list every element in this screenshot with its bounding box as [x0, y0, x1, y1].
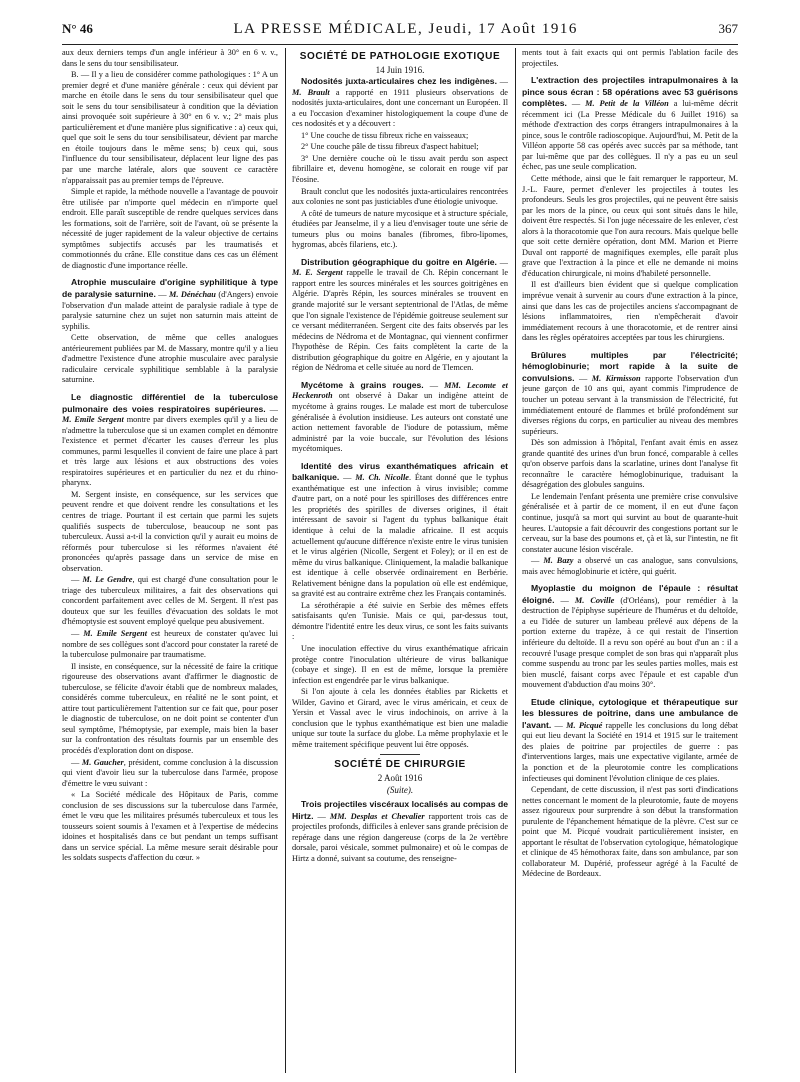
author: M. E. Sergent — [292, 268, 343, 278]
section-date: 2 Août 1916 — [377, 773, 423, 783]
paragraph: B. — Il y a lieu de considérer comme pathologiques : 1° A un premier degré et d'une manière générale : ceux qui dévient par marche en étoile dans le sens du tour sensibilisateur quel que soit le sens du tour sensibilisateur à condition que la déviation ainsi provoquée soit supérieure à 30° en 6 v. v.; 2° mais plus particulièrement et d'une manière plus significative : a) ceux qui, quel que soit le sens du tour sensibilisateur, dévient par marche en étoile toujours dans le même sens; b) ceux qui, sous l'influence du tour sensibilisateur, déplacent leur ligne des pas par une marche latérale, alors que souvent ce caractère n'apparaissait pas au premier temps de l'épreuve. — [62, 70, 278, 185]
article-text: rappelle le travail de Ch. Répin concernant le rapport entre les sources minérales et les sources goitrigènes en Algérie. D'après Répin, les sources minérales se trouvent en grande majorité sur le versant septentrional de l'Atlas, de même que l'on signale l'existence de l'épidémie goitreuse seulement sur ce versant méditerranéen. Sergent cite des faits observés par les médecins de Nédroma et de Montagnac, qui viennent confirmer l'hypothèse de Répin. Ces faits complètent la carte de la distribution géographique du goitre en Algérie, en y ajoutant la région de Nédroma et celle située au nord de Tlemcen. — [292, 268, 508, 373]
article-text: a rapporté en 1911 plusieurs observations de nodosités juxta-articulaires, dont une concernant un Européen. Il a eu l'occasion d'examiner histologiquement la coupe d'une de ces nodosités et y a découvert : — [292, 87, 508, 129]
section-subtitle: (Suite). — [386, 784, 414, 795]
author: M. Ch. Nicolle — [355, 473, 409, 483]
author: M. Kirmisson — [591, 373, 641, 383]
list-item: 1° Une couche de tissu fibreux riche en vaisseaux; — [301, 130, 469, 140]
column-middle — [292, 48, 508, 1073]
article: Nodosités juxta-articulaires chez les indigènes. — M. Brault a rapporté en 1911 plusieurs observations de nodosités juxta-articulaires, dont une concernant un Européen. Il a eu l'occasion d'examiner histologiquement la coupe d'une de ces nodosités et y a découvert : — [292, 76, 508, 129]
article-title: Trois projectiles viscéraux localisés au compas de Hirtz. — [292, 799, 508, 821]
article: Trois projectiles viscéraux localisés au compas de Hirtz. — MM. Desplas et Chevalier rapportent trois cas de projectiles profonds, difficiles à enlever sans grande précision de repérage dans une région dangereuse (corps de la 2e vertèbre dorsale, paroi vésicale, sommet pulmonaire) et où le compas de Hirtz a donné, suivant sa coutume, des renseigne- — [292, 799, 508, 863]
article-title: L'extraction des projectiles intrapulmonaires à la pince sous écran : 58 opérations avec 53 guérisons complètes. — [522, 75, 738, 109]
paragraph: M. Sergent insiste, en conséquence, sur les services que peuvent rendre et que doivent rendre les consultations et les centres de triage. Pourtant il est certain que parmi les sujets qualifiés suspects de tuberculose, beaucoup ne sont pas tuberculeux. Aussi a-t-il la conviction qu'il y aurait eu moins de réformés pour tuberculose si les réformes n'avaient été prononcées qu'après passage dans un service de mise en observation. — [62, 489, 278, 573]
author: MM. Desplas et Chevalier — [329, 811, 425, 821]
author: M. Emile Sergent — [62, 415, 124, 425]
paragraph: Si l'on ajoute à cela les données établies par Ricketts et Wilder, Gavino et Girard, avec le virus américain, et ceux de Yersin et Vassal avec le virus indochinois, on arrive à la conclusion que le typhus exanthématique est bien une maladie unique sur toute la surface du globe. La même prophylaxie et le même traitement spécifique peuvent lui être opposés. — [292, 687, 508, 749]
paragraph: Brault conclut que les nodosités juxta-articulaires rencontrées aux colonies ne sont pas justiciables d'une étiologie univoque. — [292, 186, 508, 207]
article: — M. Le Gendre, qui est chargé d'une consultation pour le triage des tuberculeux militaires, a fait des observations qui concordent parfaitement avec celles de M. Sergent. Il n'est pas douteux que sur les feuilles d'évacuation des soldats le mot d'hémoptysie est souvent employé quelque peu abusivement. — [62, 575, 278, 627]
article: Etude clinique, cytologique et thérapeutique sur les blessures de poitrine, dans une ambulance de l'avant. — M. Picqué rappelle les conclusions du long débat qui eut lieu devant la Société en 1914 et 1915 sur le traitement des plaies de poitrine par projectiles de guerre : pas d'interventions larges, mais une expectative vigilante, armée de la ponction et de la pleurotomie contre les complications infectieuses qui dominent l'évolution clinique de ces plaies. — [522, 696, 738, 783]
section-title: SOCIÉTÉ DE PATHOLOGIE EXOTIQUE — [299, 51, 501, 62]
article-text: est heureux de constater qu'avec lui nombre de ses collègues sont d'accord pour constater la rareté de la tuberculose pulmonaire par traumatisme. — [62, 628, 278, 660]
article: Mycétome à grains rouges. — MM. Lecomte et Heckenroth ont observé à Dakar un indigène atteint de mycétome à grains rouges. Le malade est mort de tuberculose généralisée à évolution insidieuse. Les auteurs ont constaté une action nettement favorable de l'iodure de potassium, même administré par la voie buccale, sur l'évolution des lésions mycétomiques. — [292, 379, 508, 454]
page-number: 367 — [718, 21, 738, 36]
author: M. Picqué — [566, 720, 603, 730]
article: L'extraction des projectiles intrapulmonaires à la pince sous écran : 58 opérations avec 53 guérisons complètes. — M. Petit de la Villéon a lui-même décrit récemment ici (La Presse Médicale du 6 Juillet 1916) sa méthode d'extraction des corps étrangers intrapulmonaires à la pince, sous le contrôle radioscopique. Aujourd'hui, M. Petit de la Villéon apporte 58 cas opérés avec succès par sa méthode, tant par lui-même que par des collègues. Il n'y a pas eu un seul échec, pas une seule complication. — [522, 75, 738, 172]
author: M. Le Gendre — [82, 575, 133, 585]
article-text: a observé un cas analogue, sans convulsions, mais avec hémoglobinurie et ictère, qui guérit. — [522, 556, 738, 576]
article-text: , président, comme conclusion à la discussion qui vient d'avoir lieu sur la tuberculose dans l'armée, propose d'émettre le vœu suivant : — [62, 757, 278, 788]
article-text: (d'Angers) envoie l'observation d'un malade atteint de paralysie radiale à type de paralysie saturnine chez un sujet non saturnin mais atteint de syphilis. — [62, 290, 278, 331]
paragraph: Cette observation, de même que celles analogues antérieurement publiées par M. de Massary, montre qu'il y a lieu d'admettre l'existence d'une atrophie musculaire avec paralysie radiculaire cervicale syphilitique semblable à la paralysie saturnine. — [62, 333, 278, 385]
article-text: a lui-même décrit récemment ici (La Presse Médicale du 6 Juillet 1916) sa méthode d'extraction des corps étrangers intrapulmonaires à la pince, sous le contrôle radioscopique. Aujourd'hui, M. Petit de la Villéon apporte 58 cas opérés avec succès par sa méthode, tant par lui-même que par des collègues. Il n'y a pas eu un seul échec, pas une seule complication. — [522, 99, 738, 172]
paragraph: La sérothérapie a été suivie en Serbie des mêmes effets satisfaisants qu'en Tunisie. Mais ce qui, par-dessus tout, démontre l'identité entre les deux virus, ce sont les faits suivants : — [292, 600, 508, 642]
list-item: 3° Une dernière couche où le tissu avait perdu son aspect fibrillaire et, devenu homogène, se colorait en rouge vif par l'éosine. — [292, 153, 508, 185]
paragraph: Une inoculation effective du virus exanthématique africain protège contre l'inoculation ultérieure de virus balkanique (cobaye et singe). Il en est de même, lorsque la première infection est engendrée par le virus balkanique. — [292, 643, 508, 685]
author: M. Dénéchau — [169, 290, 216, 300]
article-text: (d'Orléans), pour remédier à la destruction de l'épiphyse supérieure de l'humérus et du deltoïde, a eu l'idée de suturer un lambeau prélevé aux dépens de la portion externe du trapèze, à ce qui restait de l'insertion inférieure du deltoïde. Il a revu son opéré au bout d'un an : il a recouvré l'usage presque complet de son bras qui n'apparaît plus comme suspendu au tronc par les seules parties molles, mais est bien musclé, faisant corps avec l'épaule et est capable d'un mouvement d'abduction d'au moins 30°. — [522, 595, 738, 690]
column-divider — [285, 48, 286, 1073]
article: Distribution géographique du goitre en Algérie. — M. E. Sergent rappelle le travail de Ch. Répin concernant le rapport entre les sources minérales et les sources goitrigènes en Algérie. D'après Répin, les sources minérales se trouvent en grande majorité sur le versant septentrional de l'Atlas, de même que l'on signale l'existence de l'épidémie goitreuse seulement sur ce versant méditerranéen. Sergent cite des faits observés par les médecins de Nédroma et de Montagnac, qui viennent confirmer l'hypothèse de Répin. Ces faits complètent la carte de la distribution géographique du goitre en Algérie, en y ajoutant la région de Nédroma et celle située au nord de Tlemcen. — [292, 256, 508, 373]
author: M. Coville — [574, 595, 615, 605]
article-title: Distribution géographique du goitre en Algérie. — [301, 256, 497, 267]
article-title: Brûlures multiples par l'électricité; hémoglobinurie; mort rapide à la suite de convulsions. — [522, 349, 738, 383]
article: Le diagnostic différentiel de la tuberculose pulmonaire des voies respiratoires supérieures. — M. Emile Sergent montre par divers exemples qu'il y a lieu de n'admettre la tuberculose que si un examen complet en démontre l'existence et permet d'écarter les causes d'erreur les plus communes, parmi lesquelles il convient de faire une place à part et très large aux lésions et aux obstructions des voies respiratoires supérieures et en particulier du nez et du rhino-pharynx. — [62, 391, 278, 488]
article-title: Le diagnostic différentiel de la tuberculose pulmonaire des voies respiratoires supérieures. — [62, 391, 278, 414]
article: — M. Gaucher, président, comme conclusion à la discussion qui vient d'avoir lieu sur la tuberculose dans l'armée, propose d'émettre le vœu suivant : — [62, 757, 278, 788]
article: — M. Emile Sergent est heureux de constater qu'avec lui nombre de ses collègues sont d'accord pour constater la rareté de la tuberculose pulmonaire par traumatisme. — [62, 628, 278, 660]
column-divider — [515, 48, 516, 1073]
section-divider — [380, 754, 420, 755]
column-right — [522, 48, 738, 1073]
article-title: Etude clinique, cytologique et thérapeutique sur les blessures de poitrine, dans une ambulance de l'avant. — [522, 696, 738, 730]
article-text: rapporte l'observation d'un jeune garçon de 10 ans qui, ayant commis l'imprudence de toucher un poteau servant à la transmission de l'électricité, fut immédiatement entouré de flammes et brûlé profondément sur diverses régions du corps, en particulier au niveau des membres supérieurs. — [522, 373, 738, 436]
article-title: Nodosités juxta-articulaires chez les indigènes. — [301, 76, 497, 87]
article-title: Myoplastie du moignon de l'épaule : résultat éloigné. — [522, 583, 738, 605]
paragraph: Il insiste, en conséquence, sur la nécessité de faire la critique rigoureuse des observations avant d'affirmer le diagnostic de tuberculose, se félicite d'avoir établi que de nombreux malades, considérés comme tuberculeux, en réalité ne le sont point, et attire tout particulièrement l'attention sur ce fait que, pour poser le diagnostic de tuberculose, on ne doit point se contenter d'un seul symptôme, l'hémoptysie, par exemple, mais bien la baser sur la confrontation des résultats fournis par un ensemble des procédés d'exploration dont on dispose. — [62, 661, 278, 755]
paragraph: Cependant, de cette discussion, il n'est pas sorti d'indications nettes concernant le moment de la pleurotomie, faute de moyens assez rigoureux pour surprendre à son début la transformation purulente de l'épanchement hématique de la plèvre. C'est sur ce point que M. Picqué voudrait particulièrement insister, en apportant le résultat de l'observation cytologique, hématologique et clinique de 45 hémothorax faite, dans son ambulance, par son collaborateur M. Dupérié, professeur agrégé à la Faculté de Médecine de Bordeaux. — [522, 785, 738, 879]
article-title: Identité des virus exanthématiques africain et balkanique. — [292, 460, 508, 483]
section-date: 14 Juin 1916. — [375, 64, 425, 75]
article-text: rapportent trois cas de projectiles profonds, difficiles à enlever sans grande précision de repérage dans une région dangereuse (corps de la 2e vertèbre dorsale, paroi vésicale, sommet pulmonaire) et où le compas de Hirtz a donné, suivant sa coutume, des renseigne- — [292, 811, 508, 863]
author: M. Petit de la Villéon — [585, 99, 669, 109]
paragraph: Le lendemain l'enfant présenta une première crise convulsive généralisée et à partir de ce moment, il en eut d'une façon continue, jusqu'à sa mort qui survint au bout de quarante-huit heures. L'autopsie a fait découvrir des congestions portant sur le cerveau, sur la base des poumons et, çà et là, sur l'intestin, ne fit constater aucune lésion viscérale. — [522, 491, 738, 554]
article: — M. Bazy a observé un cas analogue, sans convulsions, mais avec hémoglobinurie et ictère, qui guérit. — [522, 556, 738, 576]
author: M. Brault — [292, 87, 330, 97]
issue-number: N° 46 — [62, 21, 93, 36]
paragraph: Cette méthode, ainsi que le fait remarquer le rapporteur, M. J.-L. Faure, permet d'enlever les projectiles à toutes les profondeurs. Seuls les gros projectiles, qui ne peuvent être saisis par les mors de la pince, ou ceux qui sont situés dans le hile, doivent être respectés. Si l'on juge nécessaire de les enlever, c'est alors à la thoracotomie que l'on aura recours. Mais quelque belle que soit cette dernière opération, dont MM. Marion et Pierre Duval ont rapporté de magnifiques exemples, elle paraît plus grave que l'extraction à la pince et elle ne demande ni moins d'éducation chirurgicale, ni moins d'habileté personnelle. — [522, 174, 738, 278]
article-title: Atrophie musculaire d'origine syphilitique à type de paralysie saturnine. — [62, 277, 278, 300]
journal-title: LA PRESSE MÉDICALE, Jeudi, 17 Août 1916 — [233, 20, 578, 37]
article-text: montre par divers exemples qu'il y a lieu de n'admettre la tuberculose que si un examen complet en démontre l'existence et permet d'écarter les causes d'erreur les plus communes, parmi lesquelles il convient de faire une place à part et très large aux lésions et aux obstructions des voies respiratoires supérieures et en particulier du nez et du rhino-pharynx. — [62, 415, 278, 488]
article: Atrophie musculaire d'origine syphilitique à type de paralysie saturnine. — M. Dénéchau (d'Angers) envoie l'observation d'un malade atteint de paralysie radiale à type de paralysie saturnine chez un sujet non saturnin mais atteint de syphilis. — [62, 277, 278, 331]
article: Identité des virus exanthématiques africain et balkanique. — M. Ch. Nicolle. Étant donné que le typhus exanthématique est une infection à virus invisible; comme d'autre part, on a noté pour les spirilloses des différences entre les propriétés des spirilles de diverses origines, il était intéressant de savoir si l'agent du typhus balkanique était identique à celui de la maladie africaine. Il est acquis actuellement qu'aucune différence n'existe entre le virus tunisien et le virus algérien (Nicolle, Sergent et Foley); or il en est de même du virus balkanique. Cliniquement, la maladie balkanique est identique à celle observée ordinairement en Berbérie. Relativement bénigne dans la population où elle est endémique, sa gravité est au contraire extrême chez les Français contaminés. — [292, 460, 508, 599]
author: M. Gaucher — [81, 757, 124, 767]
author: MM. Lecomte et Heckenroth — [292, 380, 508, 401]
article-text: qui est chargé d'une consultation pour le triage des tuberculeux militaires, a fait des observations qui concordent parfaitement avec celles de M. Sergent. Il n'est pas douteux que sur les feuilles d'évacuation des soldats le mot d'hémoptysie est souvent employé quelque peu abusivement. — [62, 575, 278, 627]
article: Brûlures multiples par l'électricité; hémoglobinurie; mort rapide à la suite de convulsions. — M. Kirmisson rapporte l'observation d'un jeune garçon de 10 ans qui, ayant commis l'imprudence de toucher un poteau servant à la transmission de l'électricité, fut immédiatement entouré de flammes et brûlé profondément sur diverses régions du corps, en particulier au niveau des membres supérieurs. — [522, 349, 738, 436]
section-title: SOCIÉTÉ DE CHIRURGIE — [334, 759, 466, 771]
author: M. Bazy — [543, 556, 574, 566]
article: Myoplastie du moignon de l'épaule : résultat éloigné. — M. Coville (d'Orléans), pour remédier à la destruction de l'épiphyse supérieure de l'humérus et du deltoïde, a eu l'idée de suturer un lambeau prélevé aux dépens de la portion externe du trapèze, à ce qui restait de l'insertion inférieure du deltoïde. Il a revu son opéré au bout d'un an : il a recouvré l'usage presque complet de son bras qui n'apparaît plus comme suspendu au tronc par les seules parties molles, mais est bien musclé, faisant corps avec l'épaule et est capable d'un mouvement d'abduction d'au moins 30°. — [522, 583, 738, 690]
author: M. Emile Sergent — [83, 628, 148, 638]
quotation: « La Société médicale des Hôpitaux de Paris, comme conclusion de ses discussions sur la tuberculose dans l'armée, émet le vœu que les militaires présumés tuberculeux et tous les tousseurs soient soumis à l'examen et à l'expertise de médecins idoines et hospitalisés dans ce but pendant un temps suffisant dans un service spécial. La même mesure serait désirable pour les soldats suspects d'affection du cœur. » — [62, 790, 278, 863]
list-item: 2° Une couche pâle de tissu fibreux d'aspect habituel; — [301, 142, 479, 152]
paragraph: ments tout à fait exacts qui ont permis l'ablation facile des projectiles. — [522, 48, 738, 68]
article-text: rappelle les conclusions du long débat qui eut lieu devant la Société en 1914 et 1915 sur le traitement des plaies de poitrine par projectiles de guerre : pas d'interventions larges, mais une expectative vigilante, armée de la ponction et de la pleurotomie contre les complications infectieuses qui dominent l'évolution clinique de ces plaies. — [522, 720, 738, 783]
paragraph: aux deux derniers temps d'un angle inférieur à 30° en 6 v. v., dans le sens du tour sensibilisateur. — [62, 48, 278, 68]
paragraph: Il est d'ailleurs bien évident que si quelque complication imprévue venait à survenir au cours d'une extraction à la pince, ainsi que dans les cas de projectiles anciens s'accompagnant de lésions inflammatoires, rien n'empêcherait d'avoir immédiatement recours à une thoracotomie, et de rentrer ainsi dans les règles opératoires acceptées par tous les chirurgiens. — [522, 280, 738, 343]
article-text: . Étant donné que le typhus exanthématique est une infection à virus invisible; comme d'autre part, on a noté pour les spirilloses des différences entre les propriétés des spirilles de diverses origines, il était intéressant de savoir si l'agent du typhus balkanique était identique à celui de la maladie africaine. Il est acquis actuellement qu'aucune différence n'existe entre le virus tunisien et le virus algérien (Nicolle, Sergent et Foley); or il en est de même du virus balkanique. Cliniquement, la maladie balkanique est identique à celle observée ordinairement en Berbérie. Relativement bénigne dans la population où elle est endémique, sa gravité est au contraire extrême chez les Français contaminés. — [292, 473, 508, 599]
page-header — [62, 18, 738, 40]
paragraph: Dès son admission à l'hôpital, l'enfant avait émis en assez grande quantité des urines d'un brun foncé, comparable à celles qu'on observe parfois dans la scarlatine, urines dont l'analyse fit reconnaître le caractère hémoglobinurique, traduisant la désagrégation des globules sanguins. — [522, 438, 738, 490]
article-title: Mycétome à grains rouges. — [301, 379, 424, 390]
paragraph: A côté de tumeurs de nature mycosique et à structure spéciale, étudiées par Jeanselme, il y a lieu d'envisager toute une série de tumeurs plus ou moins banales (fibromes, fibro-lipomes, hygromas, abcès filariens, etc.). — [292, 208, 508, 250]
header-rule — [62, 44, 738, 45]
paragraph: Simple et rapide, la méthode nouvelle a l'avantage de pouvoir être utilisée par n'importe quel médecin en n'importe quel endroit. Elle paraît susceptible de rendre quelques services dans les formations, soit de l'arrière, soit de l'avant, où se présente la nécessité de juger rapidement de la valeur objective de certains symptômes subjectifs accusés par les traumatisés et commotionnés du crâne. Elle constitue dans ces cas un élément de diagnostic d'une importance réelle. — [62, 187, 278, 270]
column-left — [62, 48, 278, 1073]
article-text: ont observé à Dakar un indigène atteint de mycétome à grains rouges. Le malade est mort de tuberculose généralisée à évolution insidieuse. Les auteurs ont constaté une action nettement favorable de l'iodure de potassium, même administré par la voie buccale, sur l'évolution des lésions mycétomiques. — [292, 391, 508, 454]
